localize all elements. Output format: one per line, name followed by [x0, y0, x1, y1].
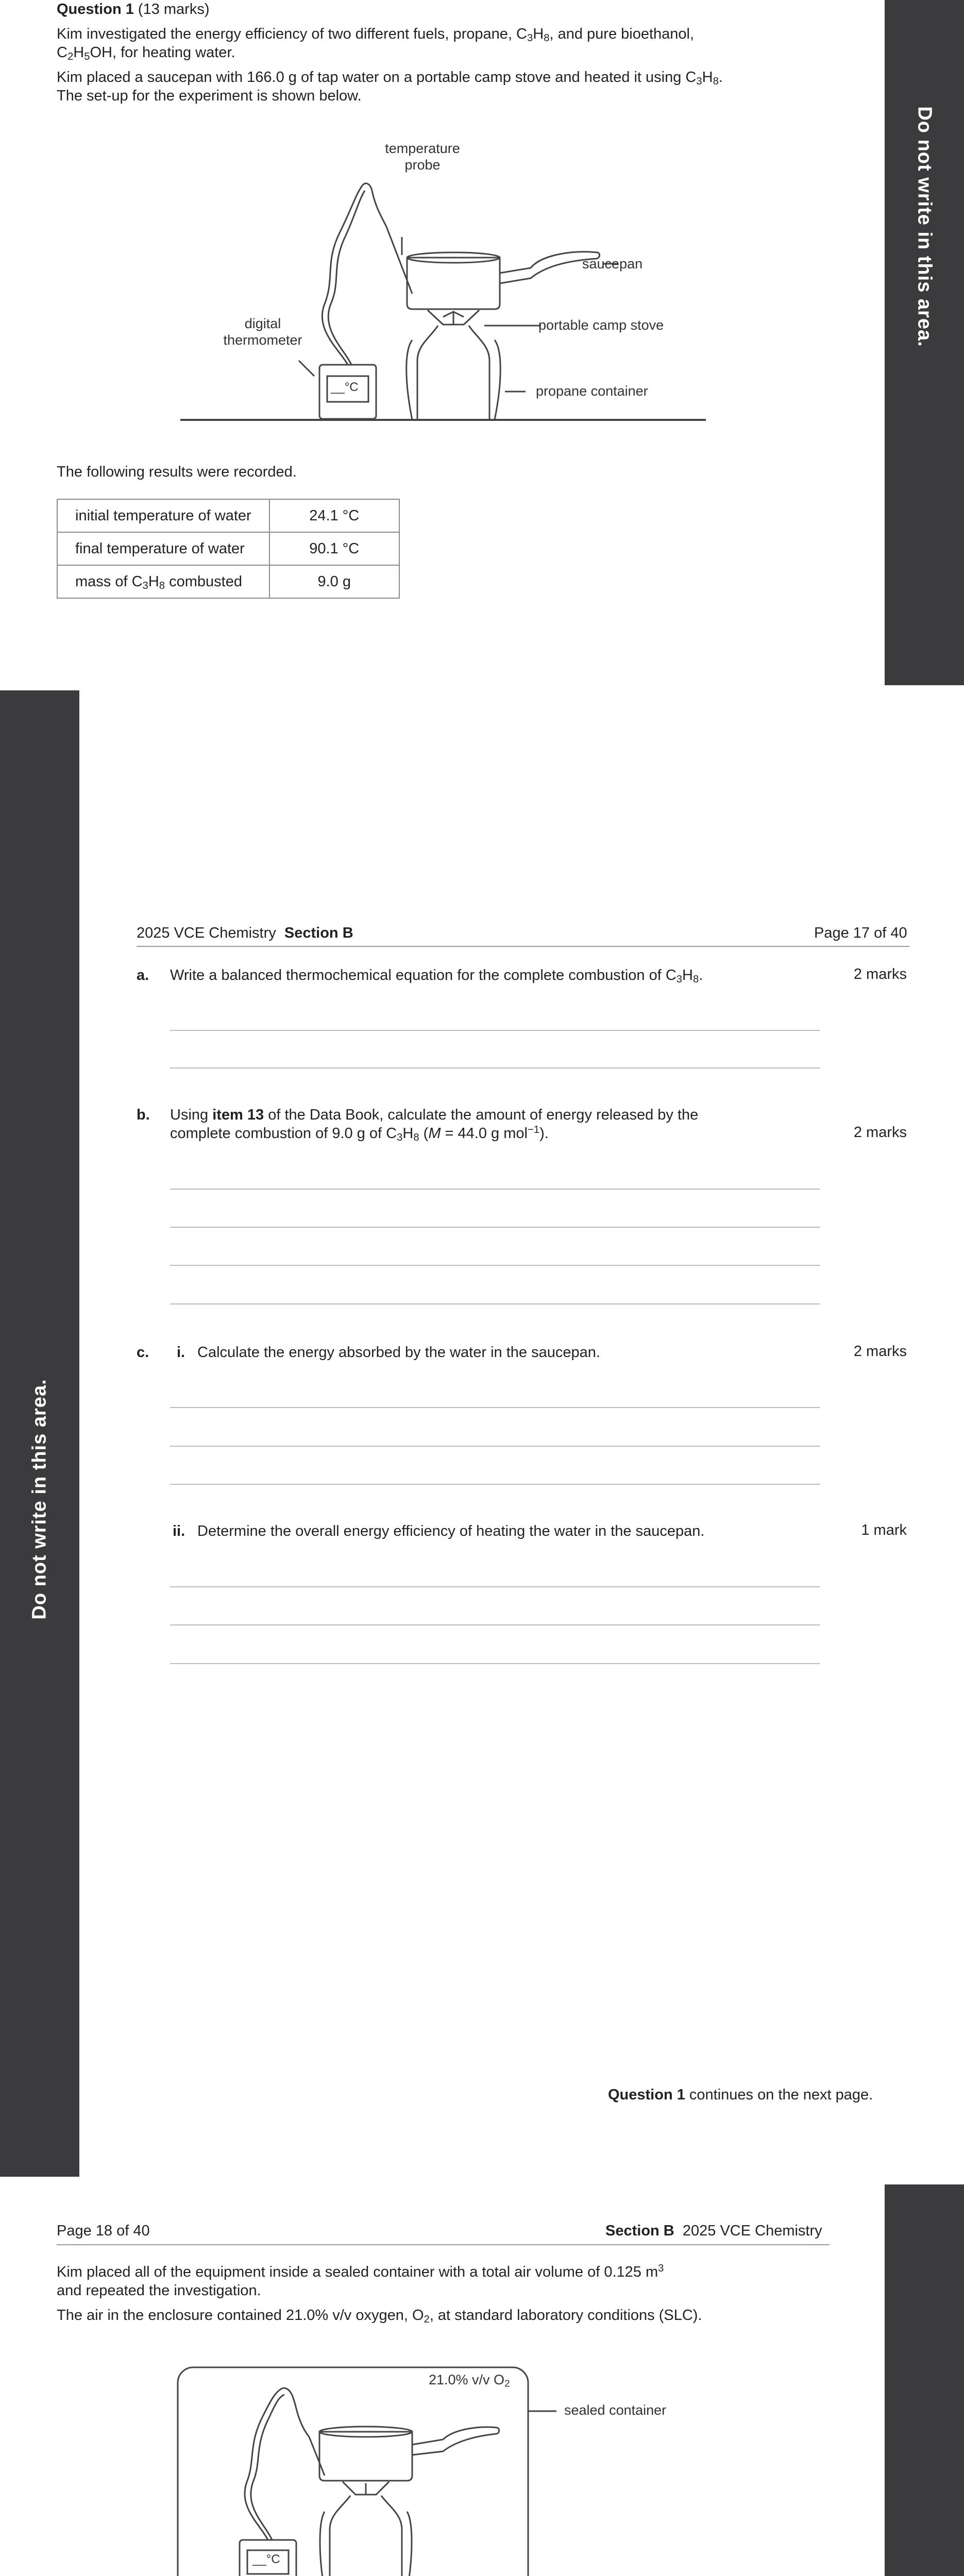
side-margin-bar — [885, 0, 964, 685]
answer-line[interactable] — [170, 1265, 820, 1266]
question-title: Question 1 — [57, 1, 134, 18]
answer-line[interactable] — [170, 1189, 820, 1190]
intro-line: The set-up for the experiment is shown below. — [57, 88, 362, 104]
answer-line[interactable] — [170, 1030, 820, 1031]
answer-line[interactable] — [170, 1586, 820, 1587]
table-row — [57, 499, 399, 532]
results-table — [57, 499, 400, 599]
header-divider — [137, 946, 909, 947]
label-oxygen-content: 21.0% v/v $O_2$ — [429, 2372, 510, 2389]
question-marks: (13 marks) — [138, 1, 210, 18]
page-number: Page 17 of 40 — [814, 925, 907, 941]
table-cell-label: mass of $C_3H_8$ combusted — [57, 565, 269, 598]
part-c-letter: c. — [137, 1344, 149, 1361]
page-header-left: 2025 VCE Chemistry Section B — [137, 925, 353, 941]
part-ci-marks: 2 marks — [853, 1343, 907, 1360]
thermometer-display: __°C — [331, 380, 359, 394]
part-cii-number: ii. — [173, 1523, 185, 1539]
answer-line[interactable] — [170, 1484, 820, 1485]
part-a-letter: a. — [137, 967, 149, 984]
answer-line[interactable] — [170, 1067, 820, 1069]
intro-line: Kim investigated the energy efficiency of two different fuels, propane, $C_3H_8$, and pure bioethanol, — [57, 26, 695, 44]
label-saucepan: saucepan — [582, 256, 643, 272]
answer-line[interactable] — [170, 1624, 820, 1625]
answer-line[interactable] — [170, 1303, 820, 1304]
side-margin-bar — [0, 690, 79, 2177]
table-cell-label: final temperature of water — [57, 532, 269, 565]
part-b-marks: 2 marks — [853, 1124, 907, 1141]
intro-line: $C_2H_5OH$, for heating water. — [57, 44, 235, 63]
table-cell-label: initial temperature of water — [57, 499, 269, 532]
results-intro: The following results were recorded. — [57, 464, 297, 480]
part-cii-marks: 1 mark — [861, 1522, 907, 1538]
intro-line: Kim placed a saucepan with 166.0 g of tap water on a portable camp stove and heated it using $C_3H_8$. — [57, 69, 723, 88]
side-margin-text: Do not write in this area. — [28, 1379, 50, 1620]
part-b-text: Using item 13 of the Data Book, calculate the amount of energy released by the complete combustion of 9.0 g of $C_3H_8$ (M = 44.0 g mol$^{-1}$). — [170, 1107, 699, 1144]
side-margin-bar — [885, 2184, 964, 2576]
answer-line[interactable] — [170, 1227, 820, 1228]
table-cell-value: 9.0 g — [269, 565, 399, 598]
table-cell-value: 24.1 °C — [269, 499, 399, 532]
thermometer-display: __°C — [252, 2552, 280, 2566]
label-propane-container: propane container — [536, 383, 648, 399]
answer-line[interactable] — [170, 1663, 820, 1664]
table-cell-value: 90.1 °C — [269, 532, 399, 565]
sealed-container-diagram — [113, 2360, 593, 2576]
label-sealed-container: sealed container — [564, 2402, 667, 2418]
part-a-marks: 2 marks — [853, 966, 907, 982]
table-row — [57, 532, 399, 565]
label-digital-thermometer: digital thermometer — [223, 316, 302, 348]
answer-line[interactable] — [170, 1407, 820, 1408]
part-ci-text: Calculate the energy absorbed by the water in the saucepan. — [197, 1344, 600, 1361]
page-number: Page 18 of 40 — [57, 2223, 150, 2239]
answer-line[interactable] — [170, 1446, 820, 1447]
part-cii-text: Determine the overall energy efficiency of heating the water in the saucepan. — [197, 1523, 705, 1539]
part-a-text: Write a balanced thermochemical equation for the complete combustion of $C_3H_8$. — [170, 967, 703, 986]
label-portable-camp-stove: portable camp stove — [538, 317, 664, 333]
label-temperature-probe: temperature probe — [385, 141, 460, 173]
part-b-letter: b. — [137, 1107, 150, 1123]
part-ci-number: i. — [177, 1344, 185, 1361]
intro-text — [57, 25, 860, 105]
sealed-intro-text: Kim placed all of the equipment inside a sealed container with a total air volume of 0.125 $m^3$ and repeated the investigation. The air in the enclosure contained 21.0% v/v oxygen, $O_2$, at standard laboratory conditions (SLC). — [57, 2262, 702, 2326]
continues-note: Question 1 continues on the next page. — [608, 2087, 873, 2103]
table-row — [57, 565, 399, 598]
side-margin-text: Do not write in this area. — [914, 106, 936, 347]
page-header-right: Section B 2025 VCE Chemistry — [605, 2223, 822, 2239]
question-heading — [57, 0, 210, 19]
header-divider — [57, 2244, 830, 2245]
